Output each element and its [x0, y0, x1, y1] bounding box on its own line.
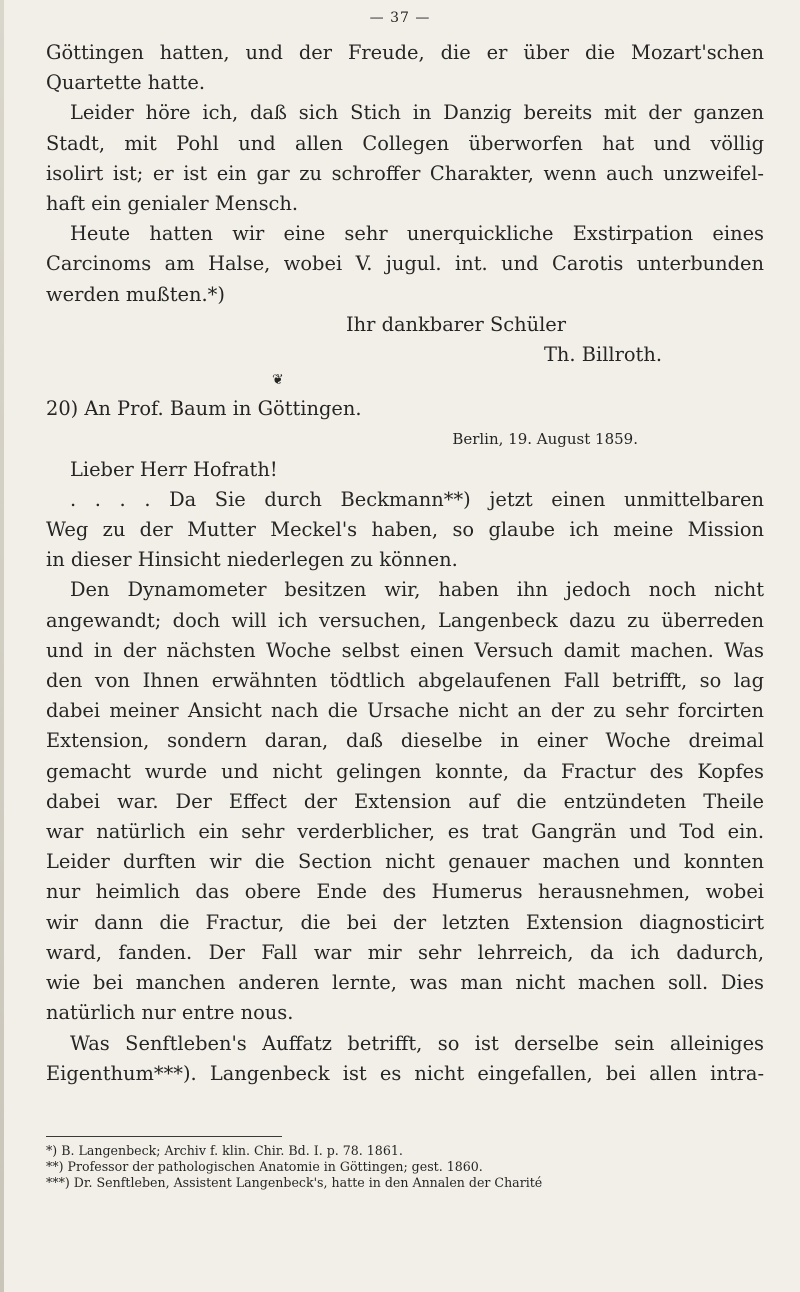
text-line: Was Senftleben's Auffatz betrifft, so ist derselbe sein alleiniges [70, 1031, 764, 1055]
text-line: Göttingen hatten, und der Freude, die er über die Mozart'schen [46, 41, 764, 64]
text-line: Heute hatten wir eine sehr unerquickliche Exstirpation eines [70, 222, 764, 246]
letter-salutation: Lieber Herr Hofrath! [70, 457, 278, 481]
text-line: Eigenthum***). Langenbeck ist es nicht eingefallen, bei allen intra- [46, 1061, 764, 1085]
footnote: **) Professor der pathologischen Anatomie in Göttingen; gest. 1860. [46, 1159, 483, 1174]
text-line: wir dann die Fractur, die bei der letzten Extension diagnosticirt [46, 910, 764, 934]
text-line: den von Ihnen erwähnten tödtlich abgelaufenen Fall betrifft, so lag [46, 669, 764, 693]
paragraph-heute [46, 219, 764, 310]
footnotes [46, 1143, 764, 1191]
text-line: Leider höre ich, daß sich Stich in Danzig bereits mit der ganzen [70, 101, 764, 125]
letter-dateline: Berlin, 19. August 1859. [452, 430, 638, 449]
text-line: dabei war. Der Effect der Extension auf die entzündeten Theile [46, 789, 764, 813]
page-edge-shadow [0, 0, 4, 1292]
main-text [46, 38, 764, 1089]
paragraph-stich [46, 98, 764, 219]
text-line: haft ein genialer Mensch. [46, 192, 299, 216]
page-number: — 37 — [369, 10, 431, 26]
footnote: *) B. Langenbeck; Archiv f. klin. Chir. Bd. I. p. 78. 1861. [46, 1143, 403, 1158]
paragraph-letter-3 [46, 1029, 764, 1089]
signature: Th. Billroth. [544, 343, 662, 367]
paragraph-letter-1 [46, 485, 764, 576]
text-line: wie bei manchen anderen lernte, was man nicht machen soll. Dies [46, 971, 764, 995]
text-line: Extension, sondern daran, daß dieselbe in einer Woche dreimal [46, 729, 764, 753]
text-line: gemacht wurde und nicht gelingen konnte, da Fractur des Kopfes [46, 759, 764, 783]
text-line: angewandt; doch will ich versuchen, Langenbeck dazu zu überreden [46, 608, 764, 632]
text-line: natürlich nur entre nous. [46, 1001, 294, 1025]
text-line: in dieser Hinsicht niederlegen zu können. [46, 548, 458, 572]
paragraph-opening [46, 38, 764, 98]
ornament-icon: ❦ [272, 372, 284, 389]
text-line: isolirt ist; er ist ein gar zu schroffer Charakter, wenn auch unzweifel- [46, 161, 764, 185]
footnote: ***) Dr. Senftleben, Assistent Langenbeck's, hatte in den Annalen der Charité [46, 1175, 543, 1190]
footnote-divider [46, 1136, 282, 1137]
closing-phrase: Ihr dankbarer Schüler [346, 312, 567, 336]
text-line: Carcinoms am Halse, wobei V. jugul. int. und Carotis unterbunden [46, 252, 764, 276]
text-line: . . . . Da Sie durch Beckmann**) jetzt einen unmittelbaren [70, 487, 764, 511]
text-line: war natürlich ein sehr verderblicher, es trat Gangrän und Tod ein. [46, 820, 764, 844]
text-line: dabei meiner Ansicht nach die Ursache nicht an der zu sehr forcirten [46, 699, 764, 723]
letter-heading: 20) An Prof. Baum in Göttingen. [46, 397, 362, 421]
text-line: werden mußten.*) [46, 282, 225, 306]
text-line: nur heimlich das obere Ende des Humerus herausnehmen, wobei [46, 880, 764, 904]
text-line: Leider durften wir die Section nicht genauer machen und konnten [46, 850, 764, 874]
text-line: Den Dynamometer besitzen wir, haben ihn jedoch noch nicht [70, 578, 764, 602]
text-line: ward, fanden. Der Fall war mir sehr lehrreich, da ich dadurch, [46, 940, 764, 964]
text-line: Stadt, mit Pohl und allen Collegen überworfen hat und völlig [46, 131, 764, 155]
text-line: Quartette hatte. [46, 71, 205, 95]
paragraph-letter-2 [46, 575, 764, 1028]
text-line: Weg zu der Mutter Meckel's haben, so glaube ich meine Mission [46, 518, 764, 542]
text-line: und in der nächsten Woche selbst einen Versuch damit machen. Was [46, 638, 764, 662]
